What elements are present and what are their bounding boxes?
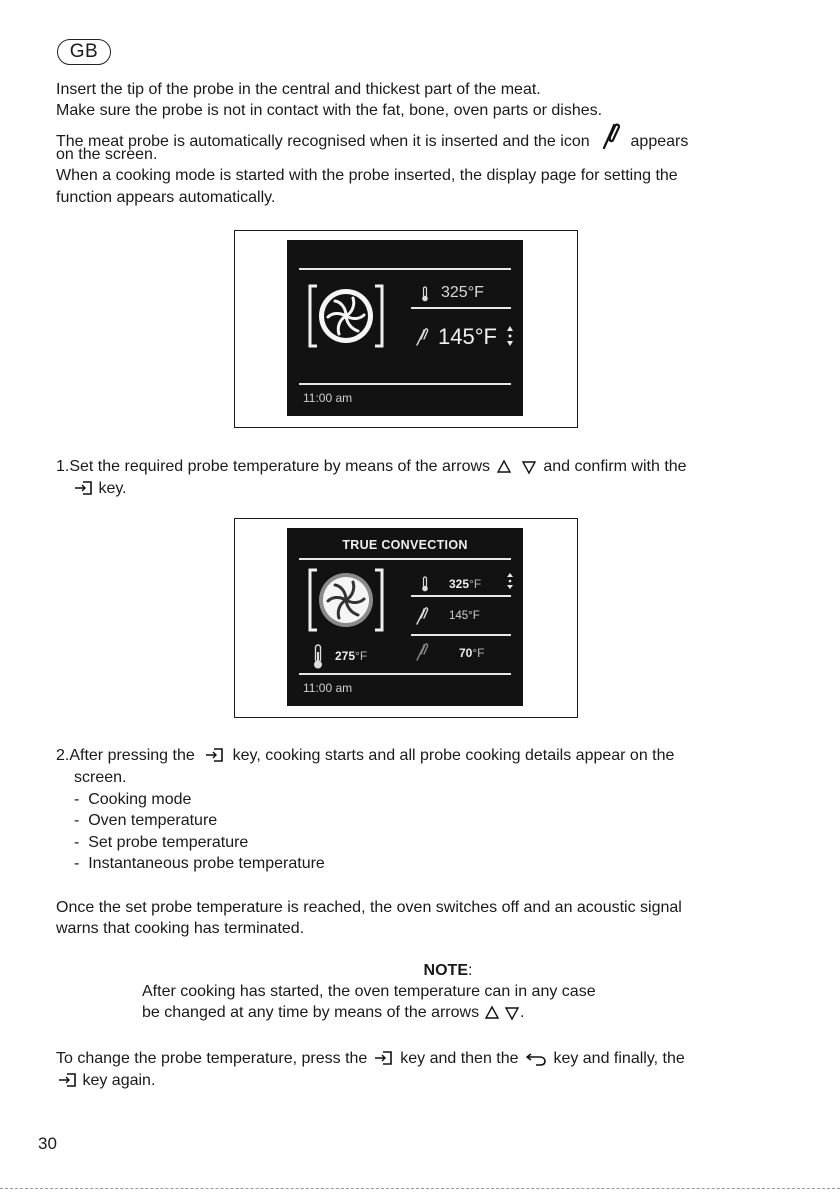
stepper-icon[interactable] bbox=[506, 325, 514, 352]
oven-temperature: 325°F bbox=[441, 284, 484, 301]
after-line-2: warns that cooking has terminated. bbox=[56, 920, 305, 937]
page-edge-rule bbox=[0, 1188, 840, 1189]
intro-line-1: Insert the tip of the probe in the central and thickest part of the meat. bbox=[56, 81, 541, 98]
stepper-icon[interactable] bbox=[506, 572, 514, 595]
probe-icon bbox=[415, 643, 429, 666]
divider bbox=[299, 558, 511, 560]
cooking-mode-title: TRUE CONVECTION bbox=[342, 538, 468, 552]
divider bbox=[299, 383, 511, 385]
list-item: - Oven temperature bbox=[74, 812, 218, 829]
page-number: 30 bbox=[38, 1134, 57, 1153]
change-line-2: key again. bbox=[58, 1070, 758, 1096]
step-1: 1.Set the required probe temperature by means of the arrows and confirm with the bbox=[56, 456, 756, 482]
after-line-1: Once the set probe temperature is reached, the oven switches off and an acoustic signal bbox=[56, 899, 682, 916]
intro-line-6: function appears automatically. bbox=[56, 189, 276, 206]
probe-current-temperature: 70°F bbox=[459, 646, 485, 660]
oven-display-probe-setting bbox=[287, 240, 523, 416]
language-badge: GB bbox=[57, 39, 111, 65]
step-1-cont: key. bbox=[74, 478, 774, 504]
step-2: 2.After pressing the key, cooking starts and all probe cooking details appear on the bbox=[56, 745, 756, 771]
intro-line-5: When a cooking mode is started with the probe inserted, the display page for setting the bbox=[56, 167, 678, 184]
divider bbox=[299, 673, 511, 675]
oven-current-temperature: 275°F bbox=[335, 649, 368, 663]
probe-temperature: 145°F bbox=[438, 324, 497, 349]
probe-set-temperature: 145°F bbox=[449, 610, 480, 622]
thermometer-icon bbox=[312, 644, 324, 675]
confirm-key-icon bbox=[74, 479, 94, 504]
divider bbox=[299, 268, 511, 270]
up-arrow-icon bbox=[484, 1005, 500, 1026]
intro-line-2: Make sure the probe is not in contact with the fat, bone, oven parts or dishes. bbox=[56, 102, 603, 119]
note-line-2: be changed at any time by means of the arrows . bbox=[142, 1004, 524, 1026]
clock-time: 11:00 am bbox=[303, 391, 353, 405]
probe-icon bbox=[415, 328, 429, 351]
step-2-cont: screen. bbox=[74, 769, 127, 786]
note-heading: NOTE: bbox=[423, 962, 473, 979]
clock-time: 11:00 am bbox=[303, 681, 353, 695]
confirm-key-icon bbox=[58, 1071, 78, 1096]
intro-line-4: on the screen. bbox=[56, 146, 158, 163]
divider bbox=[411, 307, 511, 309]
list-item: - Set probe temperature bbox=[74, 834, 249, 851]
probe-icon bbox=[415, 607, 429, 630]
down-arrow-icon bbox=[504, 1005, 520, 1026]
fan-icon bbox=[307, 284, 385, 353]
divider bbox=[411, 595, 511, 597]
oven-display-cooking bbox=[287, 528, 523, 706]
thermometer-icon bbox=[420, 576, 430, 597]
divider bbox=[411, 634, 511, 636]
list-item: - Instantaneous probe temperature bbox=[74, 855, 325, 872]
thermometer-icon bbox=[420, 286, 430, 307]
intro-line-3: The meat probe is automatically recognised when it is inserted and the icon appears bbox=[56, 122, 756, 157]
fan-icon bbox=[307, 568, 385, 637]
note-line-1: After cooking has started, the oven temperature can in any case bbox=[142, 983, 596, 1000]
list-item: - Cooking mode bbox=[74, 791, 192, 808]
oven-set-temperature: 325°F bbox=[449, 577, 482, 591]
change-line-1: To change the probe temperature, press the key and then the key and finally, the bbox=[56, 1048, 756, 1074]
